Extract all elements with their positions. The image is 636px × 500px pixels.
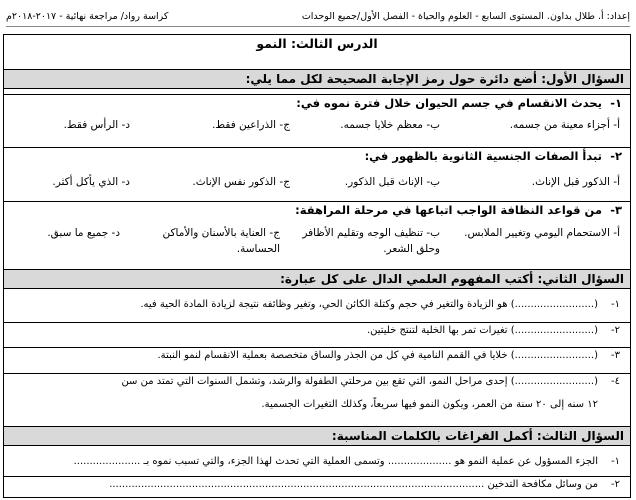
question-text: يحدث الانقسام في جسم الحيوان خلال فترة نموه في: <box>296 96 602 110</box>
question-number: ٣- <box>610 203 622 217</box>
lesson-title: الدرس الثالث: النمو <box>256 36 378 51</box>
item-number: ١- <box>611 456 620 467</box>
concept-item-2 <box>4 322 630 339</box>
item-number: ١- <box>611 299 620 310</box>
concept-item-4-continued <box>4 397 630 414</box>
item-text[interactable]: الجزء المسؤول عن عملية النمو هو .................... وتسمى العملية التي تحدث لهذا الجزء، والتي تسبب نموه بـ ..................... <box>73 456 598 467</box>
item-text[interactable]: (.........................) هو الزيادة والتغير في حجم وكتلة الكائن الحي، وتغير وظائفه نتيجة لزيادة المادة الحية فيه. <box>140 299 598 310</box>
question-3-options <box>4 225 630 261</box>
option-a[interactable]: أ- أجزاء معينة من جسمه. <box>509 119 620 131</box>
item-text[interactable]: (.........................) إحدى مراحل النمو، التي تقع بين مرحلتي الطفولة والرشد، وتشمل السنوات التي تمتد من سن <box>121 376 598 387</box>
option-c[interactable]: ج- العناية بالأسنان والأماكن الحساسة. <box>162 227 280 255</box>
item-number: ٢- <box>611 479 620 490</box>
header-title: كراسة رواد/ مراجعة نهائية - ٢٠١٧-٢٠١٨م <box>6 10 169 22</box>
option-a[interactable]: أ- الاستحمام اليومي وتغيير الملابس. <box>464 227 620 239</box>
option-b[interactable]: ب- تنظيف الوجه وتقليم الأظافر وحلق الشعر. <box>302 227 440 255</box>
item-text[interactable]: (.........................) تغيرات تمر بها الخلية لتنتج خليتين. <box>366 325 598 336</box>
question-1-options <box>4 117 630 133</box>
question-3 <box>4 201 630 219</box>
section1-title: السؤال الأول: أضع دائرة حول رمز الإجابة الصحيحة لكل مما يلي: <box>4 69 630 89</box>
option-b[interactable]: ب- الإناث قبل الذكور. <box>344 176 440 188</box>
option-d[interactable]: د- الذي يأكل أكثر. <box>52 176 130 188</box>
question-2 <box>4 147 630 165</box>
option-a[interactable]: أ- الذكور قبل الإناث. <box>531 176 620 188</box>
item-number: ٢- <box>611 325 620 336</box>
fill-item-1 <box>4 454 630 471</box>
section3-title: السؤال الثالث: أكمل الفراغات بالكلمات المناسبة: <box>4 426 630 446</box>
option-d[interactable]: د- جميع ما سبق. <box>47 227 120 239</box>
option-b[interactable]: ب- معظم خلايا جسمه. <box>340 119 440 131</box>
option-d[interactable]: د- الرأس فقط. <box>63 119 130 131</box>
page-header <box>6 6 630 27</box>
item-text[interactable]: (.........................) خلايا في القمم النامية في كل من الجذر والساق متخصصة بعملية الانقسام لنمو النبتة. <box>157 350 598 361</box>
option-c[interactable]: ج- الذكور نفس الإناث. <box>192 176 290 188</box>
item-number: ٤- <box>611 376 620 387</box>
concept-item-4 <box>4 373 630 390</box>
item-number: ٣- <box>611 350 620 361</box>
question-number: ٢- <box>610 149 622 163</box>
question-text: تبدأ الصفات الجنسية الثانوية بالظهور في: <box>364 149 602 163</box>
fill-item-2 <box>4 476 630 493</box>
item-text: ١٢ سنه إلى ٢٠ سنة من العمر، ويكون النمو فيها سريعاً، وكذلك التغيرات الجسمية. <box>261 399 598 410</box>
header-author: إعداد: أ. طلال بداون. المستوى السابع - العلوم والحياة - الفصل الأول/جميع الوحدات <box>301 10 630 22</box>
question-number: ١- <box>610 96 622 110</box>
concept-item-3 <box>4 347 630 364</box>
item-text[interactable]: من وسائل مكافحة التدخين ...................................................................................................................... <box>109 479 598 490</box>
question-2-options <box>4 174 630 190</box>
question-1 <box>4 94 630 112</box>
section2-title: السؤال الثاني: أكتب المفهوم العلمي الدال على كل عبارة: <box>4 269 630 289</box>
option-c[interactable]: ج- الذراعين فقط. <box>212 119 290 131</box>
worksheet-frame <box>3 34 631 498</box>
concept-item-1 <box>4 297 630 314</box>
question-text: من قواعد النظافة الواجب اتباعها في مرحلة المراهقة: <box>295 203 602 217</box>
